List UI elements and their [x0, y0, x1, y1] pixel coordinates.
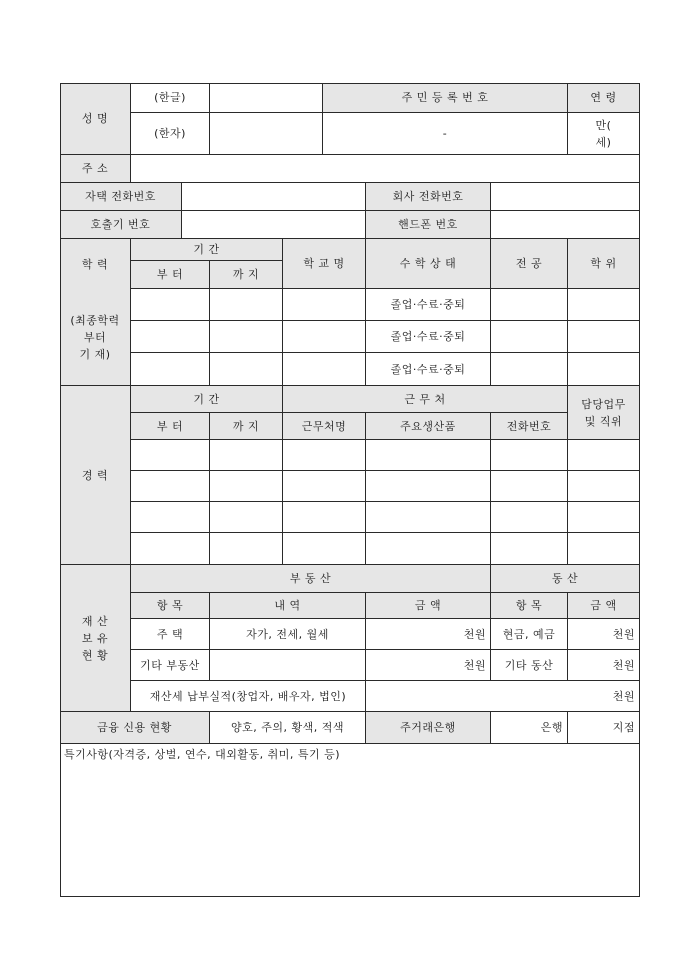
office-phone-field[interactable]	[491, 183, 640, 211]
age-field[interactable]: 만( 세)	[568, 113, 640, 155]
company-label: 근무처명	[283, 413, 366, 440]
product-field[interactable]	[366, 440, 491, 471]
mov-amount-label: 금 액	[568, 593, 640, 619]
school-field[interactable]	[283, 289, 366, 321]
career-from-field[interactable]	[131, 471, 210, 502]
degree-label: 학 위	[568, 239, 640, 289]
mobile-label: 핸드폰 번호	[366, 211, 491, 239]
career-from-field[interactable]	[131, 502, 210, 533]
applicant-form	[60, 83, 640, 897]
career-phone-field[interactable]	[491, 440, 568, 471]
career-to-field[interactable]	[210, 533, 283, 565]
career-phone-field[interactable]	[491, 471, 568, 502]
bank-name-field[interactable]: 은행	[491, 712, 568, 744]
career-to-field[interactable]	[210, 440, 283, 471]
degree-field[interactable]	[568, 353, 640, 386]
study-status-option[interactable]: 졸업·수료·중퇴	[366, 353, 491, 386]
career-from-label: 부 터	[131, 413, 210, 440]
edu-period-label: 기 간	[131, 239, 283, 261]
duty-field[interactable]	[568, 533, 640, 565]
school-field[interactable]	[283, 321, 366, 353]
company-field[interactable]	[283, 471, 366, 502]
property-tax-amount-field[interactable]: 천원	[366, 681, 640, 712]
pager-field[interactable]	[182, 211, 366, 239]
duty-field[interactable]	[568, 471, 640, 502]
edu-from-label: 부 터	[131, 261, 210, 289]
branch-name-field[interactable]: 지점	[568, 712, 640, 744]
school-field[interactable]	[283, 353, 366, 386]
edu-to-field[interactable]	[210, 289, 283, 321]
address-field[interactable]	[131, 155, 640, 183]
hangul-label: (한글)	[131, 83, 210, 113]
main-bank-label: 주거래은행	[366, 712, 491, 744]
major-field[interactable]	[491, 321, 568, 353]
credit-label: 금융 신용 현황	[60, 712, 210, 744]
pager-label: 호출기 번호	[60, 211, 182, 239]
major-field[interactable]	[491, 289, 568, 321]
other-movable-amount-field[interactable]: 천원	[568, 650, 640, 681]
career-to-label: 까 지	[210, 413, 283, 440]
real-estate-label: 부 동 산	[131, 565, 491, 593]
education-label: 학 력	[60, 239, 131, 289]
career-phone-field[interactable]	[491, 502, 568, 533]
product-label: 주요생산품	[366, 413, 491, 440]
resident-no-field[interactable]: -	[323, 113, 568, 155]
property-tax-label: 재산세 납부실적(창업자, 배우자, 법인)	[131, 681, 366, 712]
company-field[interactable]	[283, 533, 366, 565]
other-real-estate-label: 기타 부동산	[131, 650, 210, 681]
career-phone-label: 전화번호	[491, 413, 568, 440]
credit-grade-options[interactable]: 양호, 주의, 황색, 적색	[210, 712, 366, 744]
career-period-label: 기 간	[131, 386, 283, 413]
career-label: 경 력	[60, 386, 131, 565]
edu-from-field[interactable]	[131, 353, 210, 386]
career-from-field[interactable]	[131, 533, 210, 565]
product-field[interactable]	[366, 533, 491, 565]
major-label: 전 공	[491, 239, 568, 289]
edu-to-field[interactable]	[210, 321, 283, 353]
mov-item-label: 항 목	[491, 593, 568, 619]
study-status-label: 수 학 상 태	[366, 239, 491, 289]
school-label: 학 교 명	[283, 239, 366, 289]
cash-label: 현금, 예금	[491, 619, 568, 650]
career-to-field[interactable]	[210, 471, 283, 502]
mobile-field[interactable]	[491, 211, 640, 239]
product-field[interactable]	[366, 502, 491, 533]
name-label: 성 명	[60, 83, 131, 155]
product-field[interactable]	[366, 471, 491, 502]
career-from-field[interactable]	[131, 440, 210, 471]
other-movable-label: 기타 동산	[491, 650, 568, 681]
hangul-name-field[interactable]	[210, 83, 323, 113]
re-detail-label: 내 역	[210, 593, 366, 619]
movable-assets-label: 동 산	[491, 565, 640, 593]
study-status-option[interactable]: 졸업·수료·중퇴	[366, 321, 491, 353]
cash-amount-field[interactable]: 천원	[568, 619, 640, 650]
company-field[interactable]	[283, 502, 366, 533]
home-phone-label: 자택 전화번호	[60, 183, 182, 211]
house-amount-field[interactable]: 천원	[366, 619, 491, 650]
resident-no-label: 주 민 등 록 번 호	[323, 83, 568, 113]
edu-from-field[interactable]	[131, 289, 210, 321]
assets-label: 재 산 보 유 현 황	[60, 565, 131, 712]
degree-field[interactable]	[568, 289, 640, 321]
edu-to-label: 까 지	[210, 261, 283, 289]
address-label: 주 소	[60, 155, 131, 183]
hanja-label: (한자)	[131, 113, 210, 155]
house-label: 주 택	[131, 619, 210, 650]
study-status-option[interactable]: 졸업·수료·중퇴	[366, 289, 491, 321]
remarks-field[interactable]: 특기사항(자격증, 상벌, 연수, 대외활동, 취미, 특기 등)	[60, 744, 640, 897]
major-field[interactable]	[491, 353, 568, 386]
career-phone-field[interactable]	[491, 533, 568, 565]
re-amount-label: 금 액	[366, 593, 491, 619]
age-label: 연 령	[568, 83, 640, 113]
home-phone-field[interactable]	[182, 183, 366, 211]
office-phone-label: 회사 전화번호	[366, 183, 491, 211]
hanja-name-field[interactable]	[210, 113, 323, 155]
house-detail-field[interactable]: 자가, 전세, 월세	[210, 619, 366, 650]
other-real-estate-amount-field[interactable]: 천원	[366, 650, 491, 681]
company-field[interactable]	[283, 440, 366, 471]
other-real-estate-detail-field[interactable]	[210, 650, 366, 681]
education-note: (최종학력 부터 기 재)	[60, 289, 131, 386]
workplace-label: 근 무 처	[283, 386, 568, 413]
edu-from-field[interactable]	[131, 321, 210, 353]
edu-to-field[interactable]	[210, 353, 283, 386]
duty-label: 담당업무 및 직위	[568, 386, 640, 440]
duty-field[interactable]	[568, 440, 640, 471]
re-item-label: 항 목	[131, 593, 210, 619]
career-to-field[interactable]	[210, 502, 283, 533]
degree-field[interactable]	[568, 321, 640, 353]
duty-field[interactable]	[568, 502, 640, 533]
